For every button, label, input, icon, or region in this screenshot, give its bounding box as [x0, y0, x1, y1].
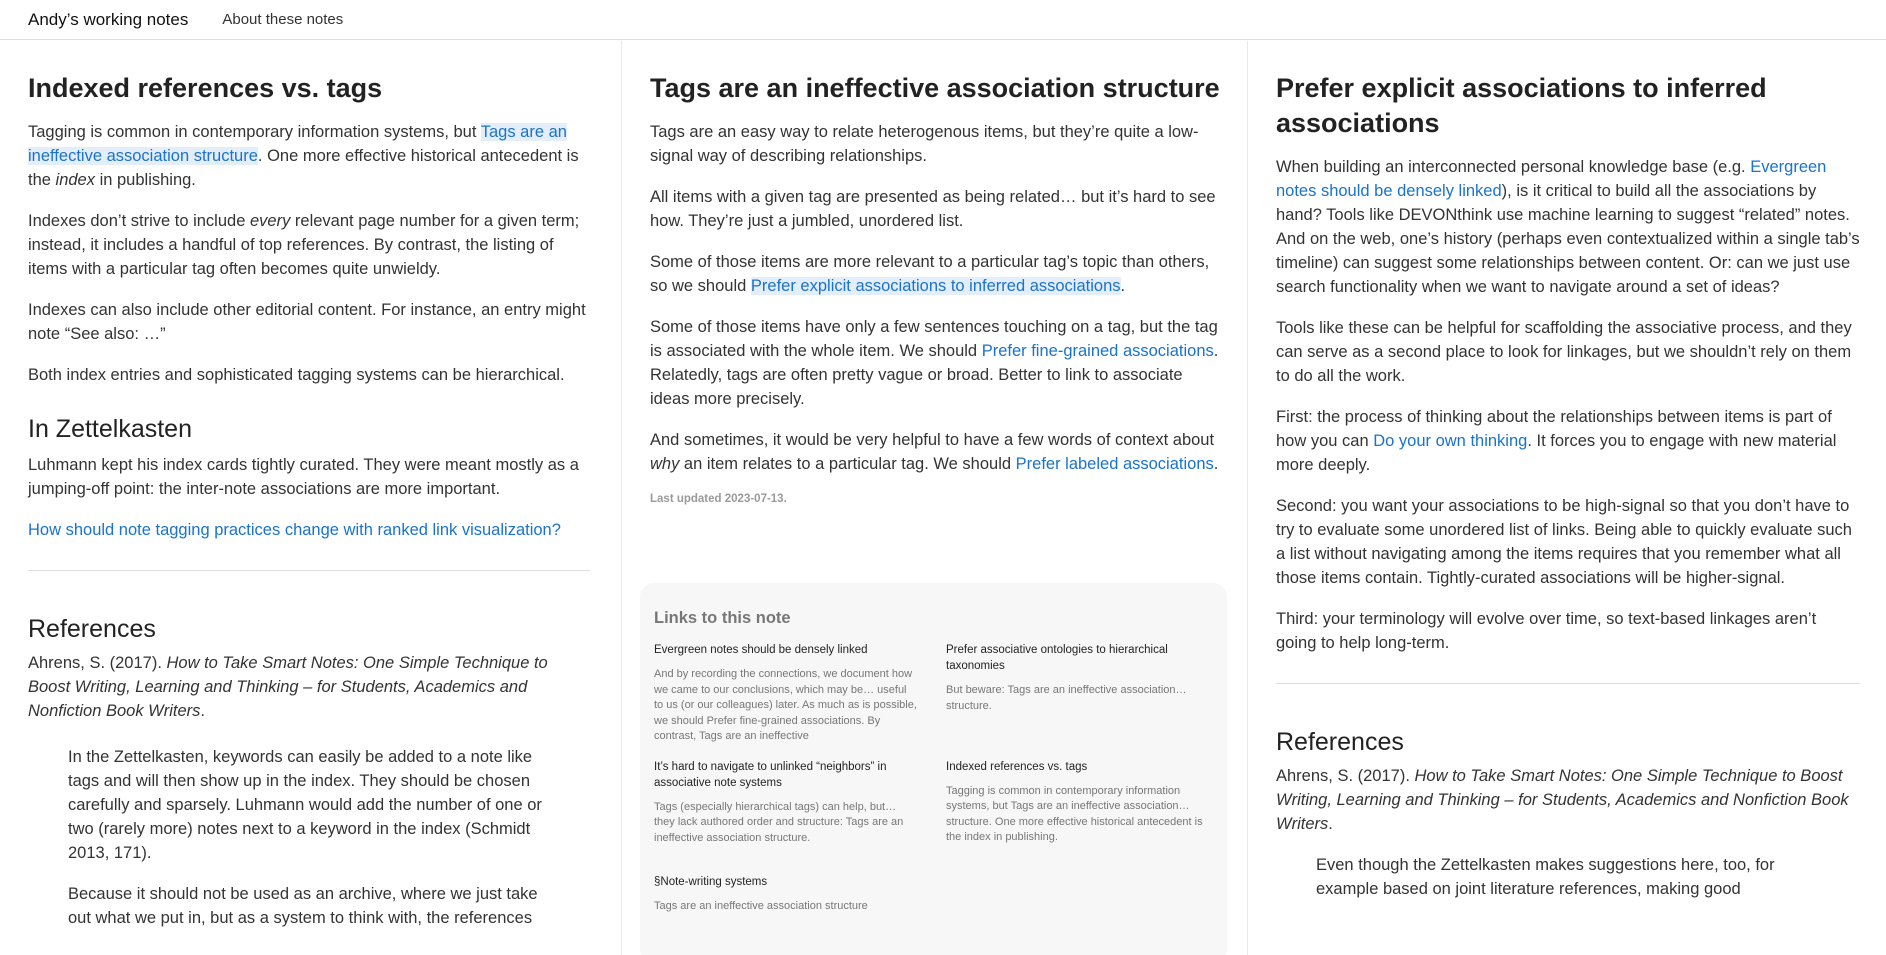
reference-citation: [1276, 764, 1860, 836]
link-evergreen-densely-linked[interactable]: Evergreen notes should be densely linked: [1276, 158, 1827, 200]
note-content: [0, 41, 590, 930]
text: When building an interconnected personal knowledge base (e.g.: [1276, 158, 1751, 176]
backlink-card[interactable]: [946, 642, 1210, 745]
paragraph: Third: your terminology will evolve over time, so text-based linkages aren’t going to help long-term.: [1276, 610, 1817, 652]
text: .: [1213, 455, 1219, 473]
paragraph: [650, 250, 1220, 298]
text: .: [1120, 277, 1126, 295]
note-title: Indexed references vs. tags: [28, 73, 383, 103]
section-heading-zettelkasten: In Zettelkasten: [28, 415, 192, 443]
backlink-title: Evergreen notes should be densely linked: [654, 644, 868, 656]
site-title-link[interactable]: Andy’s working notes: [28, 9, 189, 29]
backlink-card[interactable]: [654, 759, 918, 847]
paragraph: [28, 209, 590, 281]
backlink-title: §Note-writing systems: [654, 876, 768, 888]
link-prefer-explicit-associations[interactable]: Prefer explicit associations to inferred associations: [750, 277, 1121, 295]
emphasis: why: [650, 455, 680, 473]
divider: [1276, 683, 1860, 684]
text: Ahrens, S. (2017).: [28, 654, 167, 672]
backlinks-grid: [654, 642, 1213, 915]
backlink-title: Prefer associative ontologies to hierarchical taxonomies: [946, 644, 1168, 672]
text: .: [200, 702, 205, 720]
divider: [28, 570, 590, 571]
backlink-card[interactable]: [654, 642, 918, 745]
emphasis: index: [55, 171, 95, 189]
paragraph: [28, 518, 590, 542]
note-pane-prefer-explicit[interactable]: [1248, 41, 1886, 955]
quote-paragraph: Because it should not be used as an archive, where we just take out what we put in, but as a system to think with, the references: [68, 885, 538, 927]
text: Some of those items are more relevant to a particular tag’s topic than others, so we should: [650, 253, 1210, 295]
references-heading: References: [1276, 728, 1404, 756]
link-prefer-fine-grained[interactable]: Prefer fine-grained associations: [981, 342, 1214, 360]
text: ), is it critical to build all the associations by hand? Tools like DEVONthink use machine learning to suggest “related” notes. And on the web, one’s history (perhaps even contextualized within a single tab’s timeline) can suggest some relationships between content. Or: can we just use search functionality when we want to navigate around a set of ideas?: [1276, 182, 1860, 296]
quotation: [28, 745, 590, 930]
link-tags-ineffective[interactable]: Tags are an ineffective association structure: [28, 123, 567, 165]
paragraph: Tags are an easy way to relate heterogenous items, but they’re quite a low-signal way of describing relationships.: [650, 123, 1199, 165]
link-do-your-own-thinking[interactable]: Do your own thinking: [1373, 432, 1528, 450]
backlink-card[interactable]: [946, 759, 1210, 847]
backlink-excerpt: Tags are an ineffective association structure: [654, 900, 868, 912]
backlink-card[interactable]: [654, 874, 918, 915]
references-heading: References: [28, 615, 156, 643]
paragraph: Both index entries and sophisticated tagging systems can be hierarchical.: [28, 366, 565, 384]
text: .: [1328, 815, 1333, 833]
note-content: [622, 41, 1220, 505]
backlinks-heading: Links to this note: [654, 609, 791, 627]
book-title: How to Take Smart Notes: One Simple Technique to Boost Writing, Learning and Thinking – for Students, Academics and Nonfiction Book Writers: [28, 654, 548, 720]
note-title: Tags are an ineffective association structure: [650, 73, 1220, 103]
last-updated-date: Last updated 2023-07-13.: [650, 493, 787, 505]
quotation: [1276, 853, 1860, 901]
text: And sometimes, it would be very helpful to have a few words of context about: [650, 431, 1215, 449]
note-pane-tags-ineffective[interactable]: [622, 41, 1248, 955]
about-notes-link[interactable]: About these notes: [222, 11, 344, 28]
text: Some of those items have only a few sentences touching on a tag, but the tag is associated with the whole item. We should: [650, 318, 1218, 360]
backlinks-panel: [640, 583, 1227, 955]
text: . One more effective historical antecedent is the: [28, 147, 579, 189]
paragraph: All items with a given tag are presented as being related… but it’s hard to see how. They’re just a jumbled, unordered list.: [650, 188, 1216, 230]
reference-citation: [28, 651, 590, 723]
backlink-excerpt: And by recording the connections, we document how we came to our conclusions, which may be… useful to us (or our colleagues) later. As much as is possible, we should Prefer fine-grained associations. By contrast, Tags are an ineffective: [654, 668, 917, 742]
note-title: Prefer explicit associations to inferred associations: [1276, 73, 1767, 138]
backlink-title: Indexed references vs. tags: [946, 760, 1088, 773]
book-title: How to Take Smart Notes: One Simple Technique to Boost Writing, Learning and Thinking – for Students, Academics and Nonfiction Book Writers: [1276, 767, 1849, 833]
paragraph: Tools like these can be helpful for scaffolding the associative process, and they can serve as a second place to look for linkages, but we shouldn’t rely on them to do all the work.: [1276, 319, 1852, 385]
paragraph: [650, 315, 1220, 411]
quote-paragraph: Even though the Zettelkasten makes suggestions here, too, for example based on joint literature references, making good: [1316, 856, 1775, 898]
top-navigation-bar: [0, 0, 1886, 40]
paragraph: Indexes can also include other editorial content. For instance, an entry might note “See also: …”: [28, 301, 586, 343]
paragraph: [1276, 405, 1860, 477]
text: First: the process of thinking about the relationships between items is part of how you can: [1276, 408, 1832, 450]
text: . Relatedly, tags are often pretty vague or broad. Better to link to associate ideas more precisely.: [650, 342, 1219, 408]
paragraph: [1276, 155, 1860, 299]
backlink-title: It’s hard to navigate to unlinked “neighbors” in associative note systems: [654, 760, 887, 789]
note-pane-indexed-references[interactable]: [0, 41, 622, 955]
text: in publishing.: [94, 171, 196, 189]
paragraph: [28, 120, 590, 192]
link-prefer-labeled[interactable]: Prefer labeled associations: [1015, 455, 1214, 473]
text: an item relates to a particular tag. We should: [679, 455, 1016, 473]
text: Ahrens, S. (2017).: [1276, 767, 1415, 785]
backlink-excerpt: But beware: Tags are an ineffective association… structure.: [946, 684, 1187, 712]
paragraph: [650, 428, 1220, 476]
text: Indexes don’t strive to include: [28, 212, 250, 230]
text: . It forces you to engage with new material more deeply.: [1276, 432, 1837, 474]
paragraph: Luhmann kept his index cards tightly curated. They were meant mostly as a jumping-off point: the inter-note associations are more important.: [28, 456, 579, 498]
backlink-excerpt: Tags (especially hierarchical tags) can help, but… they lack authored order and structure: Tags are an ineffective association structure.: [654, 800, 904, 844]
note-content: [1248, 41, 1860, 901]
emphasis: every: [249, 212, 291, 230]
link-note-tagging-practices[interactable]: How should note tagging practices change with ranked link visualization?: [28, 521, 561, 539]
quote-paragraph: In the Zettelkasten, keywords can easily be added to a note like tags and will then show up in the index. They should be chosen carefully and sparsely. Luhmann would add the number of one or two (rarely more) notes next to a keyword in the index (Schmidt 2013, 171).: [68, 748, 542, 862]
text: Tagging is common in contemporary information systems, but: [28, 123, 481, 141]
note-stack: [0, 41, 1886, 955]
paragraph: Second: you want your associations to be high-signal so that you don’t have to try to evaluate some unordered list of links. Being able to quickly evaluate such a list without navigating among the items requires that you remember what all those items contain. Tightly-curated associations will be higher-signal.: [1276, 497, 1852, 587]
text: relevant page number for a given term; instead, it includes a handful of top references. By contrast, the listing of items with a particular tag often becomes quite unwieldy.: [28, 212, 580, 278]
backlink-excerpt: Tagging is common in contemporary information systems, but Tags are an ineffective association… structure. One more effective historical antecedent is the index in publishing.: [946, 784, 1203, 843]
